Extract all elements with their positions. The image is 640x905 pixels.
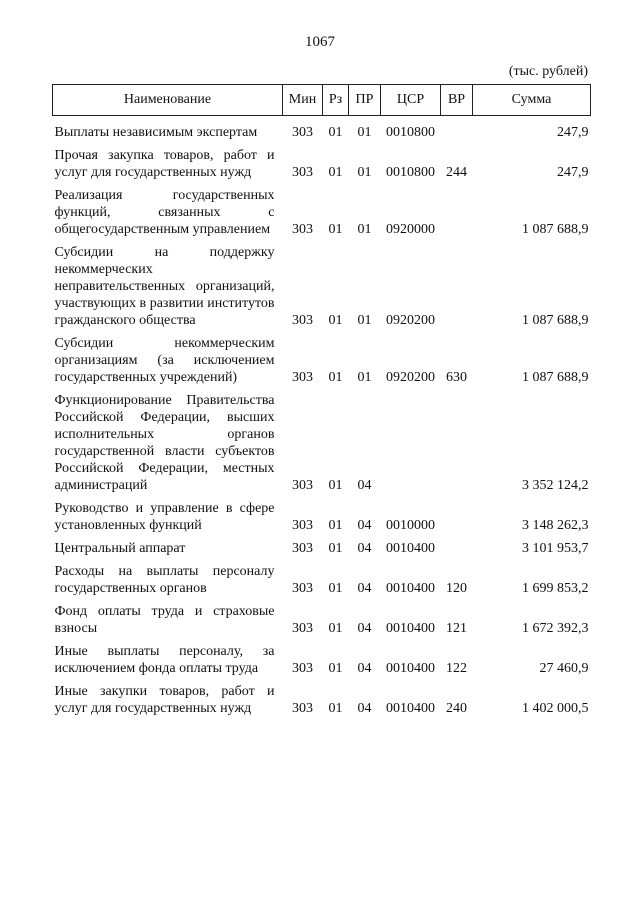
cell-name: Прочая закупка товаров, работ и услуг для государственных нужд bbox=[54, 148, 275, 180]
cell-csr bbox=[381, 386, 441, 494]
cell-csr: 0920000 bbox=[386, 222, 435, 237]
cell-vr: 244 bbox=[446, 165, 467, 180]
header-rz: Рз bbox=[323, 85, 349, 116]
cell-name: Фонд оплаты труда и страховые взносы bbox=[54, 604, 275, 636]
table-row bbox=[53, 386, 591, 494]
header-min: Мин bbox=[283, 85, 323, 116]
cell-vr: 121 bbox=[446, 621, 467, 636]
cell-sum: 27 460,9 bbox=[539, 661, 589, 676]
cell-rz: 01 bbox=[328, 478, 343, 493]
header-row bbox=[53, 85, 591, 116]
cell-csr: 0010400 bbox=[386, 541, 435, 556]
cell-sum: 1 087 688,9 bbox=[522, 370, 589, 385]
cell-rz: 01 bbox=[328, 125, 343, 140]
cell-name: Расходы на выплаты персоналу государственных органов bbox=[54, 564, 275, 596]
cell-pr: 04 bbox=[357, 581, 372, 596]
cell-vr: 122 bbox=[446, 661, 467, 676]
table-row bbox=[53, 534, 591, 557]
cell-pr: 04 bbox=[357, 478, 372, 493]
cell-rz: 01 bbox=[328, 165, 343, 180]
cell-pr: 04 bbox=[357, 701, 372, 716]
cell-min: 303 bbox=[292, 581, 313, 596]
cell-min: 303 bbox=[292, 541, 313, 556]
cell-vr bbox=[441, 534, 473, 557]
cell-sum: 3 101 953,7 bbox=[522, 541, 589, 556]
budget-table bbox=[52, 84, 591, 717]
table-row bbox=[53, 494, 591, 534]
cell-min: 303 bbox=[292, 661, 313, 676]
header-sum: Сумма bbox=[473, 85, 591, 116]
cell-rz: 01 bbox=[328, 541, 343, 556]
cell-name: Выплаты независимым экспертам bbox=[54, 125, 258, 140]
cell-pr: 01 bbox=[357, 165, 372, 180]
cell-rz: 01 bbox=[328, 370, 343, 385]
cell-name: Руководство и управление в сфере установленных функций bbox=[54, 501, 275, 533]
cell-min: 303 bbox=[292, 701, 313, 716]
cell-rz: 01 bbox=[328, 621, 343, 636]
cell-min: 303 bbox=[292, 125, 313, 140]
cell-min: 303 bbox=[292, 370, 313, 385]
cell-csr: 0010400 bbox=[386, 701, 435, 716]
cell-pr: 04 bbox=[357, 661, 372, 676]
cell-vr bbox=[441, 494, 473, 534]
cell-sum: 1 087 688,9 bbox=[522, 222, 589, 237]
table-row bbox=[53, 329, 591, 386]
cell-rz: 01 bbox=[328, 313, 343, 328]
cell-rz: 01 bbox=[328, 222, 343, 237]
cell-pr: 01 bbox=[357, 370, 372, 385]
cell-sum: 1 672 392,3 bbox=[522, 621, 589, 636]
cell-name: Иные закупки товаров, работ и услуг для государственных нужд bbox=[54, 684, 275, 716]
cell-vr bbox=[441, 116, 473, 142]
table-row bbox=[53, 141, 591, 181]
cell-name: Субсидии на поддержку некоммерческих неправительственных организаций, участвующих в развитии институтов гражданского общества bbox=[54, 245, 275, 328]
cell-vr bbox=[441, 386, 473, 494]
cell-sum: 1 087 688,9 bbox=[522, 313, 589, 328]
cell-pr: 04 bbox=[357, 518, 372, 533]
cell-rz: 01 bbox=[328, 518, 343, 533]
header-vr: ВР bbox=[441, 85, 473, 116]
cell-sum: 247,9 bbox=[557, 165, 589, 180]
cell-pr: 04 bbox=[357, 541, 372, 556]
cell-pr: 01 bbox=[357, 222, 372, 237]
cell-name: Функционирование Правительства Российской Федерации, высших исполнительных органов государственной власти субъектов Российской Федерации, местных администраций bbox=[54, 393, 275, 493]
cell-csr: 0010400 bbox=[386, 621, 435, 636]
header-pr: ПР bbox=[349, 85, 381, 116]
cell-vr bbox=[441, 238, 473, 329]
cell-rz: 01 bbox=[328, 701, 343, 716]
cell-rz: 01 bbox=[328, 661, 343, 676]
table-row bbox=[53, 181, 591, 238]
header-name: Наименование bbox=[53, 85, 283, 116]
cell-min: 303 bbox=[292, 313, 313, 328]
cell-sum: 3 352 124,2 bbox=[522, 478, 589, 493]
cell-csr: 0010400 bbox=[386, 661, 435, 676]
table-row bbox=[53, 597, 591, 637]
cell-sum: 1 699 853,2 bbox=[522, 581, 589, 596]
table-row bbox=[53, 637, 591, 677]
cell-min: 303 bbox=[292, 478, 313, 493]
table-row bbox=[53, 116, 591, 142]
page-number: 1067 bbox=[305, 34, 335, 50]
cell-sum: 1 402 000,5 bbox=[522, 701, 589, 716]
cell-csr: 0920200 bbox=[386, 313, 435, 328]
cell-name: Иные выплаты персоналу, за исключением фонда оплаты труда bbox=[54, 644, 275, 676]
cell-csr: 0010400 bbox=[386, 581, 435, 596]
cell-vr bbox=[441, 181, 473, 238]
cell-min: 303 bbox=[292, 621, 313, 636]
cell-rz: 01 bbox=[328, 581, 343, 596]
cell-pr: 01 bbox=[357, 125, 372, 140]
cell-csr: 0010800 bbox=[386, 125, 435, 140]
cell-min: 303 bbox=[292, 518, 313, 533]
header-csr: ЦСР bbox=[381, 85, 441, 116]
cell-csr: 0010000 bbox=[386, 518, 435, 533]
cell-name: Реализация государственных функций, связанных с общегосударственным управлением bbox=[54, 188, 275, 237]
cell-vr: 630 bbox=[446, 370, 467, 385]
cell-csr: 0010800 bbox=[386, 165, 435, 180]
cell-pr: 01 bbox=[357, 313, 372, 328]
cell-min: 303 bbox=[292, 222, 313, 237]
cell-pr: 04 bbox=[357, 621, 372, 636]
table-row bbox=[53, 677, 591, 717]
cell-vr: 120 bbox=[446, 581, 467, 596]
units-label: (тыс. рублей) bbox=[508, 64, 588, 79]
table-body bbox=[53, 116, 591, 718]
cell-sum: 247,9 bbox=[557, 125, 589, 140]
cell-name: Центральный аппарат bbox=[54, 541, 186, 556]
cell-vr: 240 bbox=[446, 701, 467, 716]
table-row bbox=[53, 557, 591, 597]
cell-min: 303 bbox=[292, 165, 313, 180]
cell-sum: 3 148 262,3 bbox=[522, 518, 589, 533]
cell-csr: 0920200 bbox=[386, 370, 435, 385]
cell-name: Субсидии некоммерческим организациям (за исключением государственных учреждений) bbox=[54, 336, 275, 385]
table-row bbox=[53, 238, 591, 329]
